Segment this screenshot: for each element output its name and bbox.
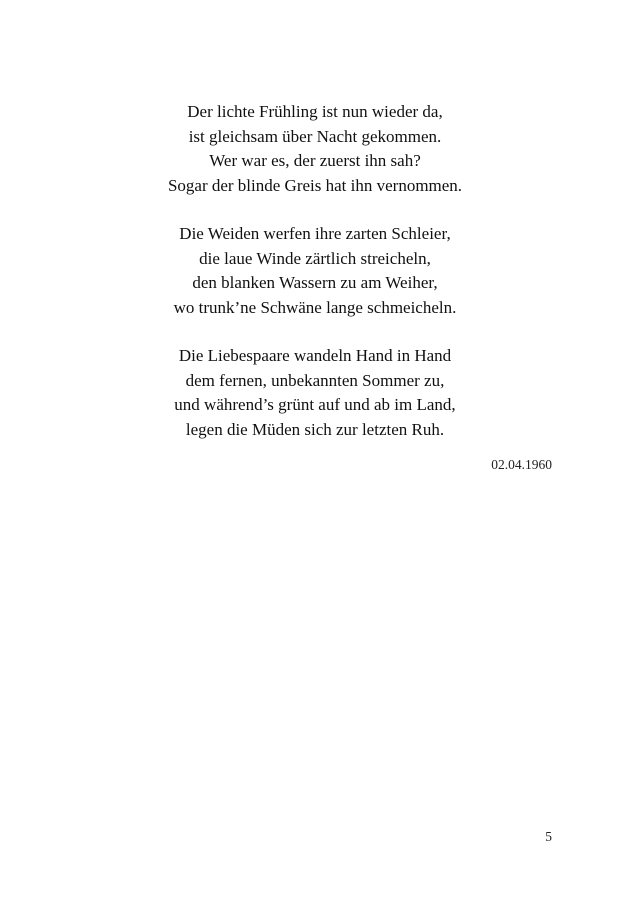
stanza-3 bbox=[90, 344, 540, 442]
poem-line: Der lichte Frühling ist nun wieder da, bbox=[187, 102, 443, 121]
poem-date: 02.04.1960 bbox=[491, 457, 552, 472]
stanza-2 bbox=[90, 222, 540, 320]
poem-line: wo trunk’ne Schwäne lange schmeicheln. bbox=[173, 297, 457, 317]
page-number: 5 bbox=[545, 829, 552, 844]
poem-line: die laue Winde zärtlich streicheln, bbox=[199, 248, 431, 268]
poem-line: legen die Müden sich zur letzten Ruh. bbox=[185, 419, 445, 439]
poem-line: Die Liebespaare wandeln Hand in Hand bbox=[178, 346, 452, 365]
poem-line: den blanken Wassern zu am Weiher, bbox=[192, 273, 438, 292]
poem-line: Sogar der blinde Greis hat ihn vernommen. bbox=[167, 175, 463, 195]
poem bbox=[90, 100, 540, 466]
poem-line: Die Weiden werfen ihre zarten Schleier, bbox=[179, 224, 451, 243]
poem-line: ist gleichsam über Nacht gekommen. bbox=[188, 126, 442, 146]
stanza-1 bbox=[90, 100, 540, 198]
poem-line: Wer war es, der zuerst ihn sah? bbox=[209, 151, 421, 170]
poem-line: dem fernen, unbekannten Sommer zu, bbox=[185, 370, 445, 390]
poem-line: und während’s grünt auf und ab im Land, bbox=[174, 395, 456, 414]
